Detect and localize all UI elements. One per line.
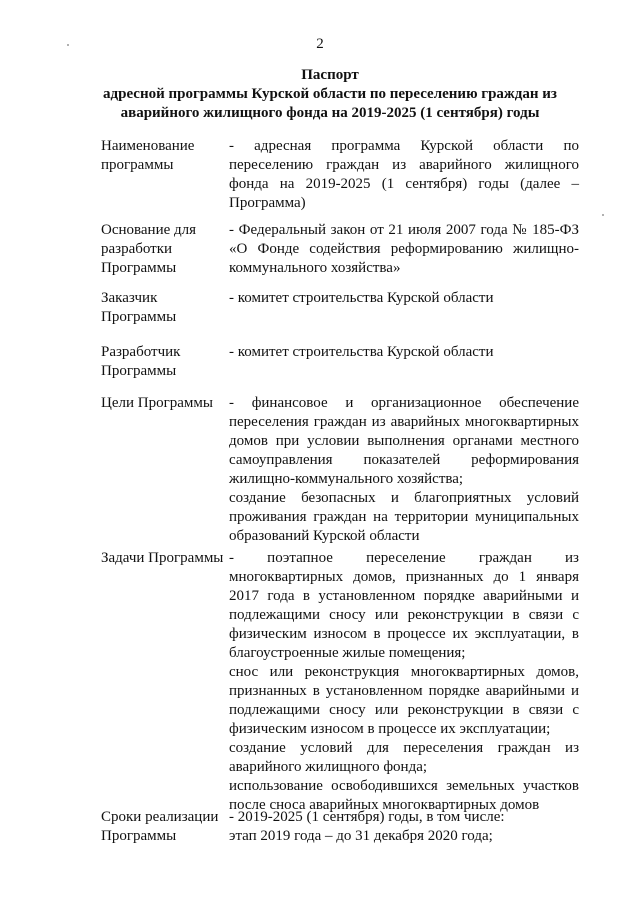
value-paragraph: - комитет строительства Курской области: [229, 344, 494, 360]
row-value: [229, 549, 579, 815]
value-paragraph: создание безопасных и благоприятных условий проживания граждан на территории муниципальных образований Курской области: [229, 490, 579, 544]
row-value: [229, 137, 579, 213]
row-label: Основание для разработки Программы: [101, 222, 197, 276]
row-label: Цели Программы: [101, 395, 213, 411]
row-label: Наименование программы: [101, 138, 195, 173]
row-value: [229, 221, 579, 278]
value-paragraph: - комитет строительства Курской области: [229, 290, 494, 306]
row-label: Заказчик Программы: [101, 290, 177, 325]
title-line-3: аварийного жилищного фонда на 2019-2025 (1 сентября) годы: [120, 105, 540, 121]
row-label: Сроки реализации Программы: [101, 809, 219, 844]
value-paragraph: - финансовое и организационное обеспечение переселения граждан из аварийных многоквартирных домов при условии выполнения органами местного самоуправления показателей реформирования жилищно-коммунального хозяйства;: [229, 395, 579, 487]
value-paragraph: - 2019-2025 (1 сентября) годы, в том числе:: [229, 809, 505, 825]
row-label: Разработчик Программы: [101, 344, 181, 379]
row-value: [229, 289, 579, 308]
value-paragraph: создание условий для переселения граждан из аварийного жилищного фонда;: [229, 740, 579, 775]
row-value: [229, 808, 579, 846]
title-line-1: Паспорт: [301, 67, 359, 83]
value-paragraph: - Федеральный закон от 21 июля 2007 года № 185-ФЗ «О Фонде содействия реформированию жилищно-коммунального хозяйства»: [229, 222, 579, 276]
value-paragraph: снос или реконструкция многоквартирных домов, признанных в установленном порядке аварийными и подлежащими сносу или реконструкции в связи с физическим износом в процессе их эксплуатации;: [229, 664, 579, 737]
row-label: Задачи Программы: [101, 550, 224, 566]
row-value: [229, 343, 579, 362]
row-value: [229, 394, 579, 546]
value-paragraph: - адресная программа Курской области по переселению граждан из аварийного жилищного фонда на 2019-2025 (1 сентября) годы (далее – Программа): [229, 138, 579, 211]
document-title: [40, 66, 620, 123]
value-paragraph: - поэтапное переселение граждан из многоквартирных домов, признанных до 1 января 2017 года в установленном порядке аварийными и подлежащими сносу или реконструкции в связи с физическим износом в процессе их эксплуатации, в благоустроенные жилые помещения;: [229, 550, 579, 661]
scan-speck: [602, 214, 604, 216]
page-number: 2: [316, 36, 324, 52]
value-paragraph: этап 2019 года – до 31 декабря 2020 года;: [229, 828, 493, 844]
title-line-2: адресной программы Курской области по переселению граждан из: [103, 86, 557, 102]
value-paragraph: использование освободившихся земельных участков после сноса аварийных многоквартирных домов: [229, 778, 579, 813]
